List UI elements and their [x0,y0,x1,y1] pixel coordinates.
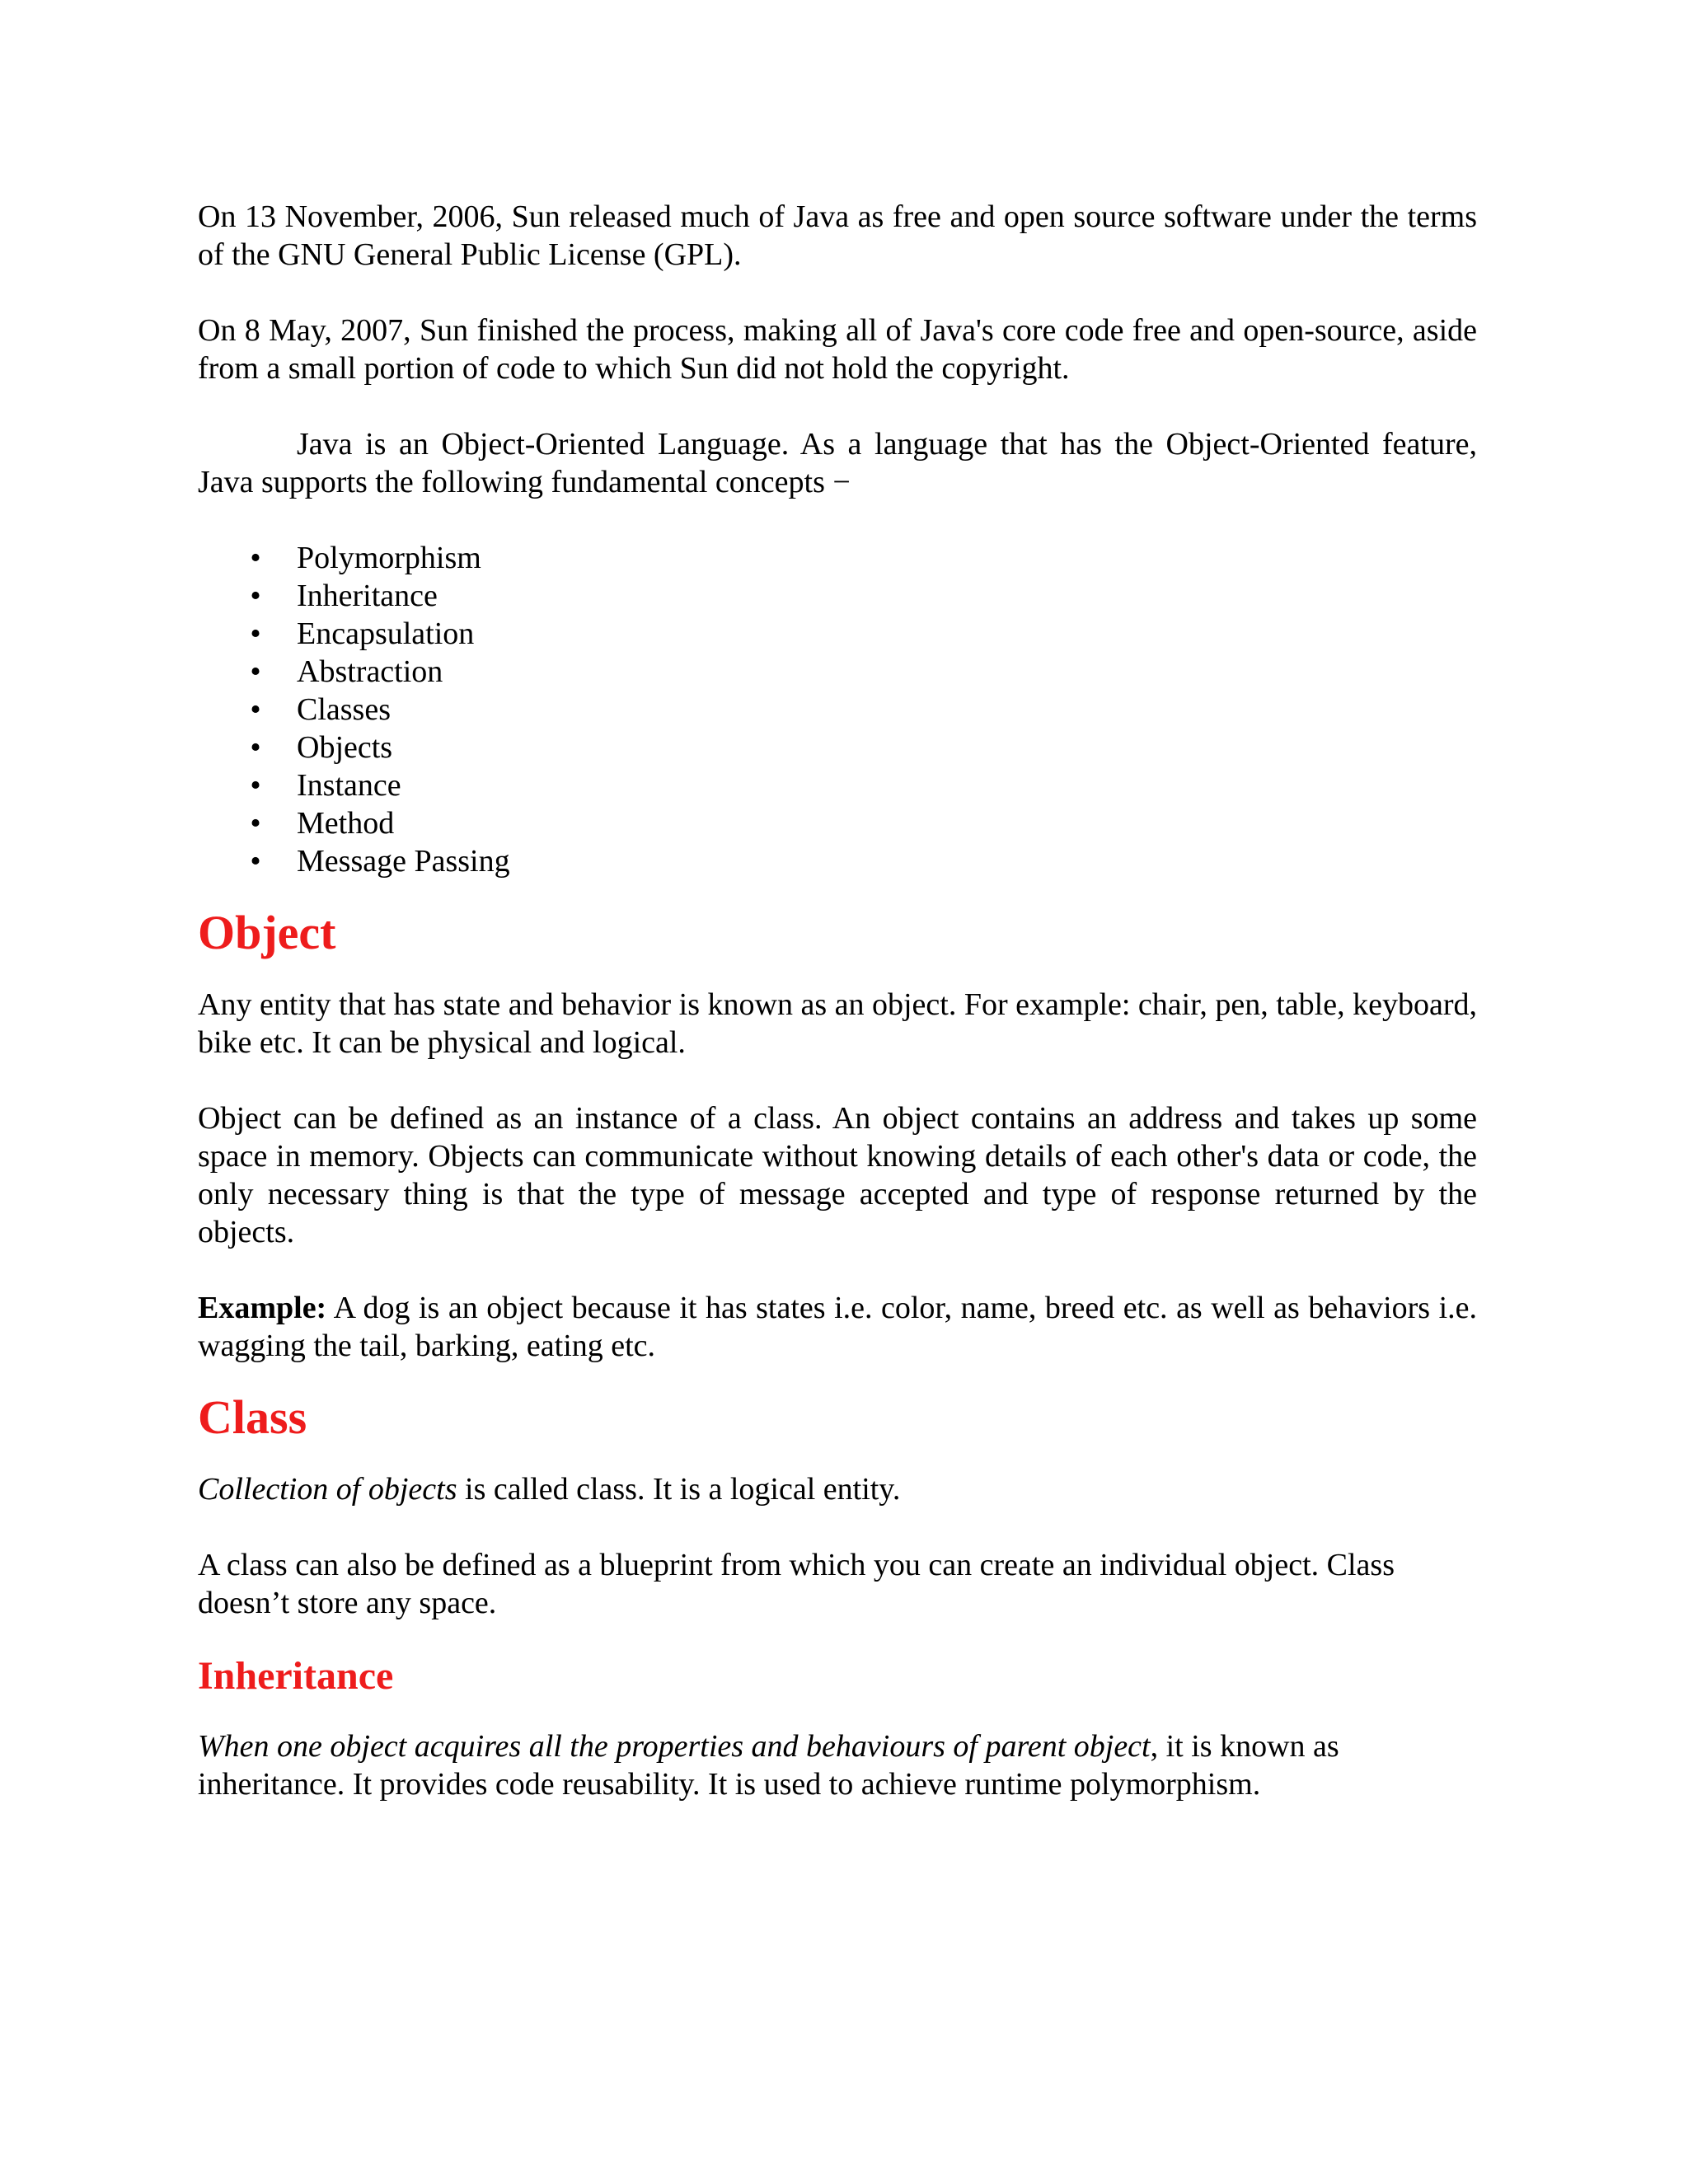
bullet-icon: • [250,844,261,879]
bullet-icon: • [250,730,261,765]
list-item [198,653,1477,691]
document-body [198,198,1477,1803]
list-item-label: Polymorphism [297,541,481,575]
list-item [198,691,1477,729]
object-paragraph-instance: Object can be defined as an instance of a class. An object contains an address and takes up some space in memory. Objects can communicate without knowing details of each other's data or code, the only necessary thing is that the type of message accepted and type of response returned by the objects. [198,1101,1477,1249]
class-paragraph-definition [198,1470,1477,1508]
inheritance-definition-italic: When one object acquires all the properties and behaviours of parent object [198,1729,1151,1764]
class-definition-italic: Collection of objects [198,1472,457,1507]
list-item-label: Instance [297,768,401,803]
bullet-icon: • [250,616,261,651]
list-item [198,842,1477,880]
list-item-label: Encapsulation [297,616,475,651]
bullet-icon: • [250,768,261,803]
class-paragraph-blueprint: A class can also be defined as a blueprint from which you can create an individual object. Class doesn’t store any space. [198,1548,1395,1620]
list-item-label: Abstraction [297,654,443,689]
list-item-label: Message Passing [297,844,510,879]
bullet-icon: • [250,579,261,613]
list-item [198,804,1477,842]
class-heading: Class [198,1390,307,1444]
list-item [198,729,1477,766]
list-item [198,577,1477,615]
list-item [198,766,1477,804]
bullet-icon: • [250,654,261,689]
bullet-icon: • [250,692,261,727]
bullet-icon: • [250,541,261,575]
list-item [198,539,1477,577]
intro-paragraph-gpl: On 13 November, 2006, Sun released much of Java as free and open source software under the terms of the GNU General Public License (GPL). [198,199,1477,272]
list-item-label: Classes [297,692,391,727]
class-definition-rest: is called class. It is a logical entity. [457,1472,901,1507]
example-label: Example: [198,1291,327,1325]
object-example-paragraph [198,1289,1477,1365]
list-item-label: Method [297,806,395,841]
bullet-icon: • [250,806,261,841]
inheritance-paragraph [198,1727,1477,1803]
intro-paragraph-oop: Java is an Object-Oriented Language. As a language that has the Object-Oriented feature, Java supports the following fundamental concepts − [198,427,1477,499]
object-heading: Object [198,906,336,959]
list-item-label: Inheritance [297,579,438,613]
list-item [198,615,1477,653]
inheritance-definition-rest: , it is known as inheritance. It provides code reusability. It is used to achieve runtime polymorphism. [198,1729,1339,1802]
list-item-label: Objects [297,730,393,765]
object-paragraph-definition: Any entity that has state and behavior is known as an object. For example: chair, pen, table, keyboard, bike etc. It can be physical and logical. [198,987,1477,1060]
intro-paragraph-open-source: On 8 May, 2007, Sun finished the process, making all of Java's core code free and open-source, aside from a small portion of code to which Sun did not hold the copyright. [198,313,1477,386]
example-text: A dog is an object because it has states i.e. color, name, breed etc. as well as behaviors i.e. wagging the tail, barking, eating etc. [198,1291,1477,1363]
concepts-list [198,539,1477,880]
inheritance-heading: Inheritance [198,1654,394,1698]
